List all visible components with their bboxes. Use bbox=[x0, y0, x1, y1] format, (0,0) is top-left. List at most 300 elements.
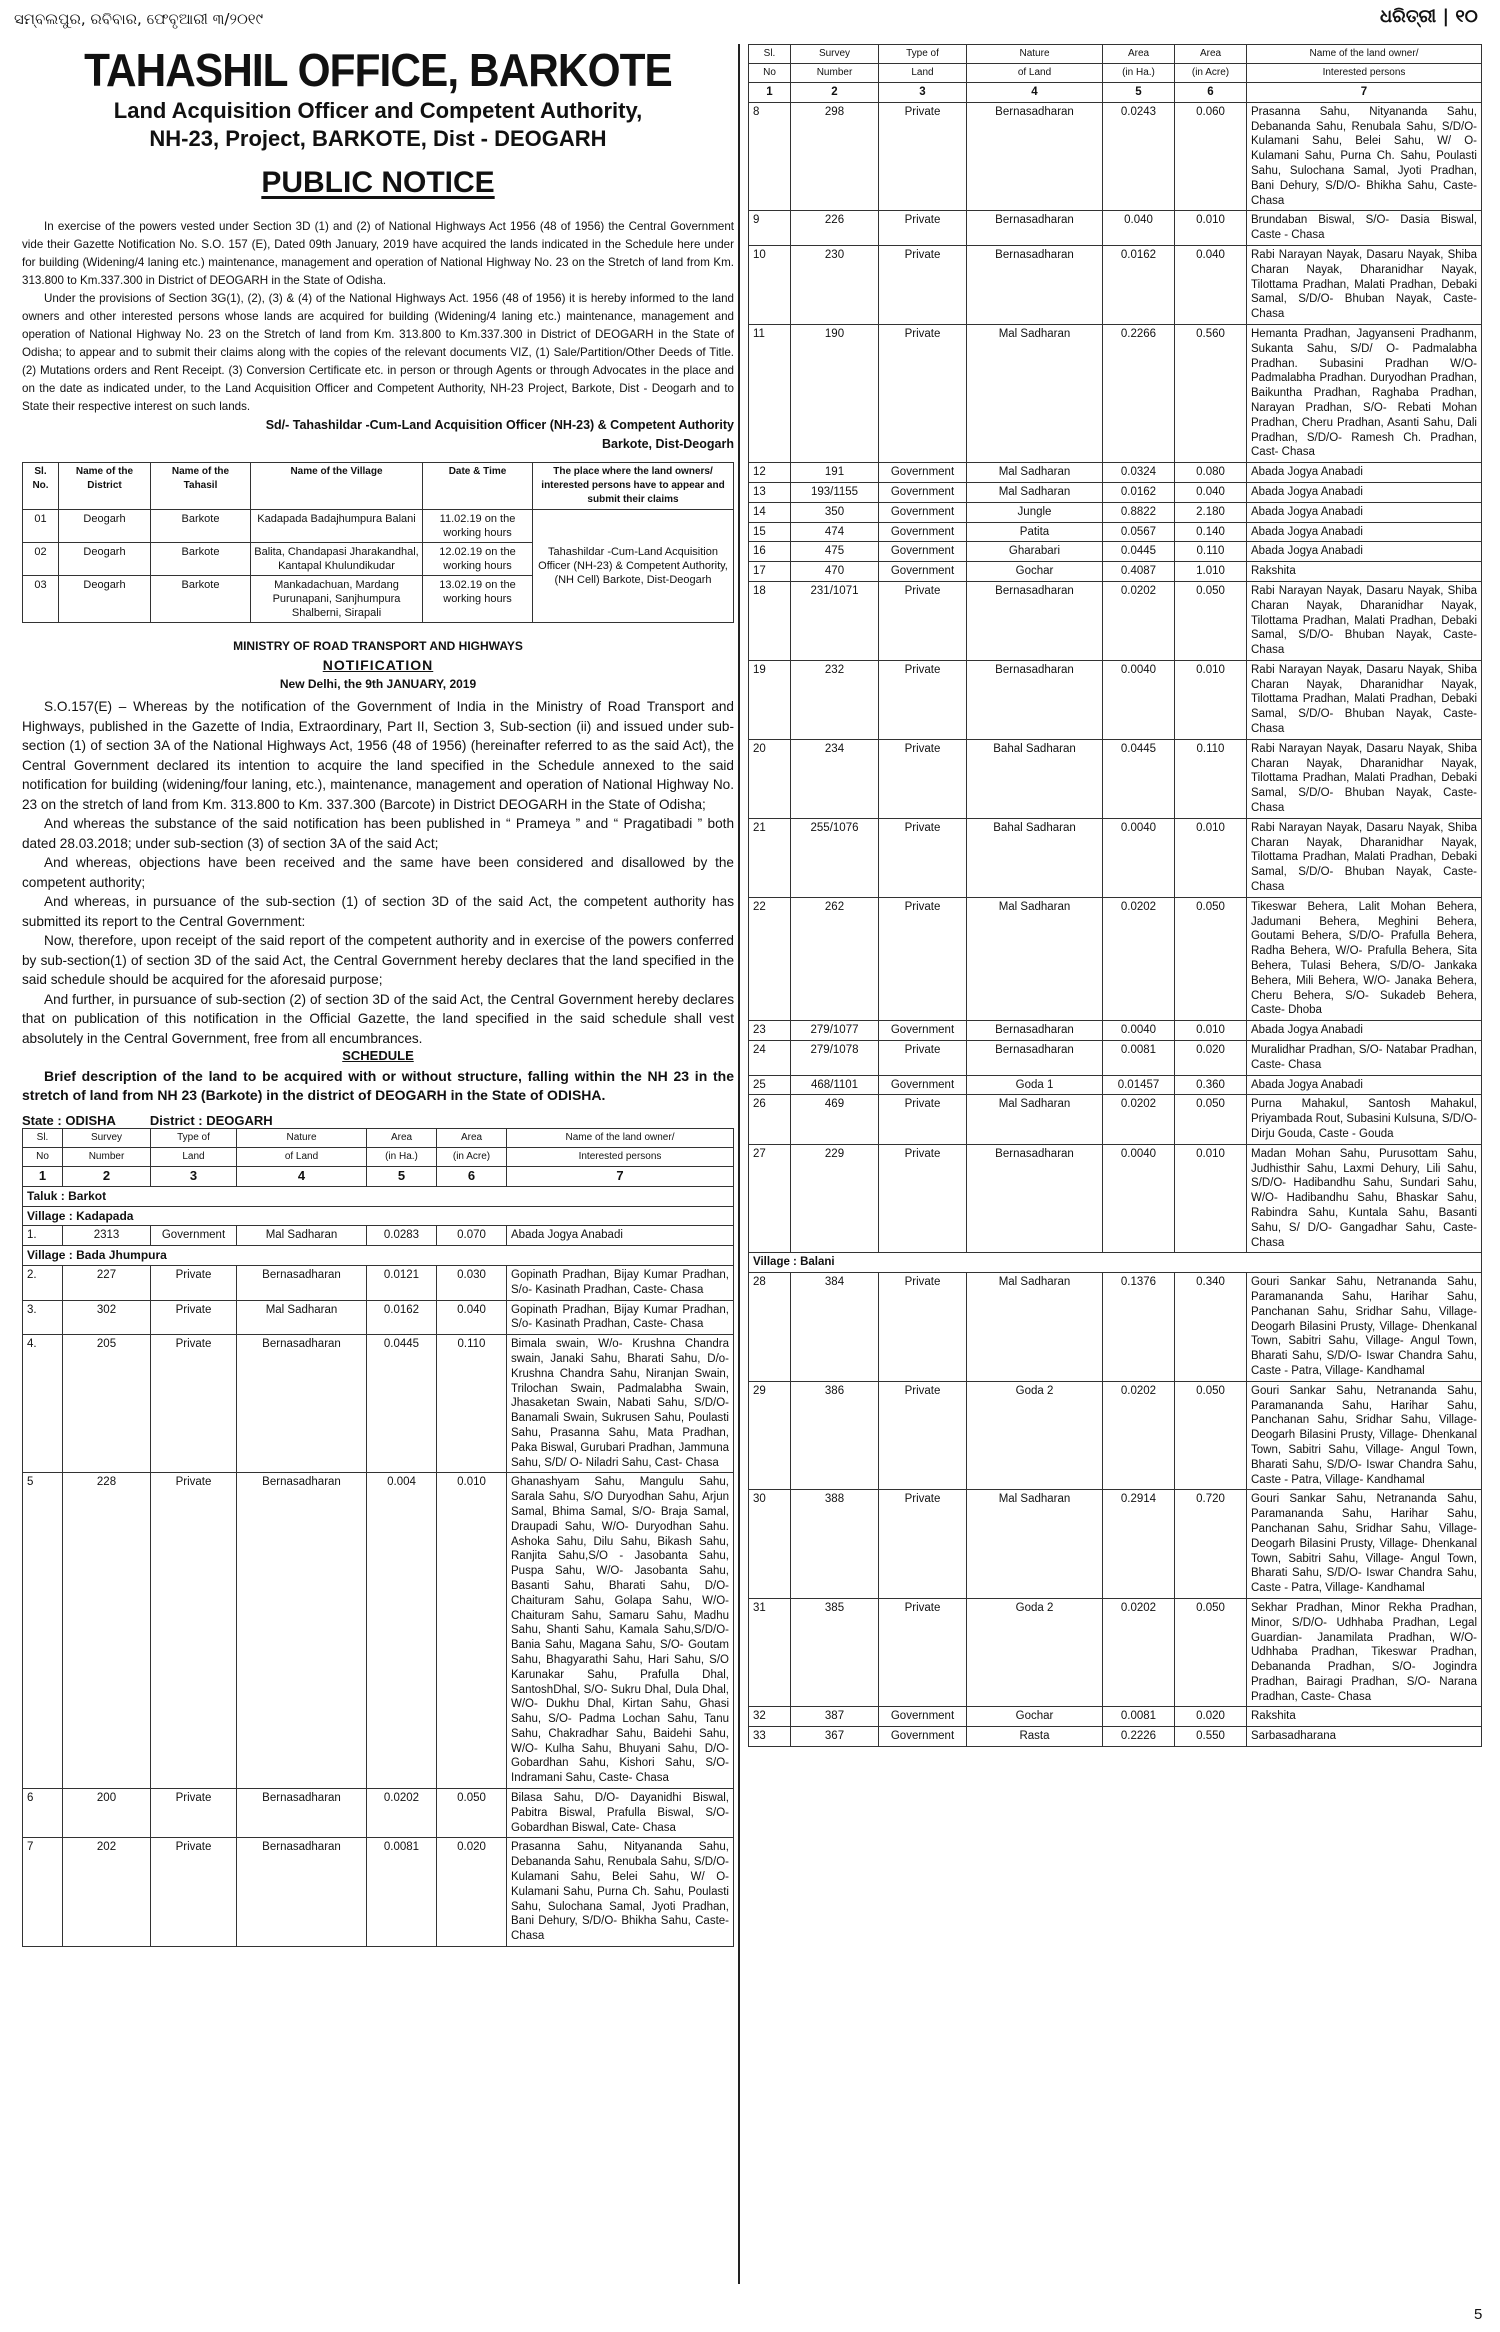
venue-tahasil-cell: Barkote bbox=[151, 510, 251, 543]
row-survey-cell: 469 bbox=[791, 1095, 879, 1144]
row-ha-cell: 0.0202 bbox=[1103, 897, 1175, 1020]
row-type-cell: Private bbox=[879, 1095, 967, 1144]
schedule-header-cell: (in Acre) bbox=[1175, 64, 1247, 83]
venue-date-cell: 12.02.19 on the working hours bbox=[423, 543, 533, 576]
row-acre-cell: 0.340 bbox=[1175, 1273, 1247, 1382]
schedule-description: Brief description of the land to be acquired with or without structure, falling within the NH 23 in the stretch of land from NH 23 (Barkote) in the district of DEOGARH in the State of ODISHA. bbox=[22, 1068, 734, 1103]
venue-header-cell: Sl. No. bbox=[23, 463, 59, 510]
row-type-cell: Government bbox=[879, 502, 967, 522]
row-type-cell: Private bbox=[879, 324, 967, 462]
row-owner-cell: Madan Mohan Sahu, Purusottam Sahu, Judhisthir Sahu, Laxmi Dehury, Lili Sahu, S/D/O- Hadibandhu Sahu, Sundari Sahu, W/O- Hadibandhu Sahu, Bhaskar Sahu, Rabindra Sahu, Kuntala Sahu, Basanti Sahu, S/ D/O- Gangadhar Sahu, Caste- Chasa bbox=[1247, 1144, 1482, 1253]
row-acre-cell: 0.050 bbox=[1175, 897, 1247, 1020]
row-ha-cell: 0.0040 bbox=[1103, 660, 1175, 739]
row-ha-cell: 0.0202 bbox=[1103, 1381, 1175, 1490]
row-type-cell: Private bbox=[879, 1041, 967, 1076]
notification-paragraph-6: And further, in pursuance of sub-section (2) of section 3D of the said Act, the Central Government hereby declares that on publication of this notification in the Official Gazette, the land specified in the said schedule shall vest absolutely in the Central Government, free from all encumbrances. bbox=[22, 991, 734, 1046]
row-survey-cell: 387 bbox=[791, 1707, 879, 1727]
row-nature-cell: Mal Sadharan bbox=[237, 1300, 367, 1335]
schedule-column-number: 2 bbox=[791, 83, 879, 103]
row-type-cell: Private bbox=[151, 1300, 237, 1335]
schedule-header-cell: Area bbox=[367, 1129, 437, 1148]
row-sl-cell: 1. bbox=[23, 1226, 63, 1246]
row-sl-cell: 14 bbox=[749, 502, 791, 522]
row-ha-cell: 0.0202 bbox=[1103, 1095, 1175, 1144]
schedule-column-number: 5 bbox=[367, 1167, 437, 1187]
notice-subtitle-1: Land Acquisition Officer and Competent Authority, bbox=[113, 98, 643, 123]
table-row bbox=[749, 818, 1482, 897]
row-sl-cell: 25 bbox=[749, 1075, 791, 1095]
right-column bbox=[748, 44, 1482, 1747]
schedule-header-cell: Number bbox=[63, 1148, 151, 1167]
table-row bbox=[23, 1838, 734, 1947]
row-type-cell: Private bbox=[879, 1273, 967, 1382]
row-survey-cell: 279/1078 bbox=[791, 1041, 879, 1076]
row-survey-cell: 386 bbox=[791, 1381, 879, 1490]
table-row bbox=[23, 1335, 734, 1473]
row-acre-cell: 0.550 bbox=[1175, 1727, 1247, 1747]
schedule-header-cell: Area bbox=[1103, 45, 1175, 64]
schedule-header-cell: Nature bbox=[237, 1129, 367, 1148]
schedule-header-cell: Type of bbox=[879, 45, 967, 64]
row-type-cell: Government bbox=[879, 522, 967, 542]
row-type-cell: Government bbox=[879, 482, 967, 502]
row-ha-cell: 0.040 bbox=[1103, 211, 1175, 246]
schedule-header-cell: Name of the land owner/ bbox=[1247, 45, 1482, 64]
row-acre-cell: 0.720 bbox=[1175, 1490, 1247, 1599]
notice-paragraph-2: Under the provisions of Section 3G(1), (2), (3) & (4) of the National Highways Act. 1956 (48 of 1956) it is hereby informed to the land owners and other interested persons whose lands are acquired for building (Widening/4 laning etc.) maintenance, management and operation of National Highway No. 23 on the Stretch of land from Km. 313.800 to Km.337.300 in District of DEOGARH in the State of Odisha; to appear and to submit their claims along with the copies of the relevant documents VIZ, (1) Sale/Partition/Other Deeds of Title. (2) Mutations orders and Rent Receipt. (3) Conversion Certificate etc. in person or through Agents or through Advocates in the place and on the date as indicated under, to the Land Acquisition Officer and Competent Authority, NH-23 Project, Barkote, Dist - Deogarh and to State their respective interest on such lands. bbox=[22, 292, 734, 413]
notification-date: New Delhi, the 9th JANUARY, 2019 bbox=[279, 677, 477, 691]
row-ha-cell: 0.0202 bbox=[1103, 1598, 1175, 1707]
row-ha-cell: 0.0202 bbox=[367, 1789, 437, 1838]
schedule-column-number: 1 bbox=[23, 1167, 63, 1187]
row-acre-cell: 0.050 bbox=[437, 1789, 507, 1838]
row-sl-cell: 23 bbox=[749, 1021, 791, 1041]
venue-header-cell: Name of the Village bbox=[251, 463, 423, 510]
row-ha-cell: 0.0445 bbox=[367, 1335, 437, 1473]
row-survey-cell: 202 bbox=[63, 1838, 151, 1947]
row-acre-cell: 0.020 bbox=[1175, 1041, 1247, 1076]
row-sl-cell: 28 bbox=[749, 1273, 791, 1382]
taluk-row bbox=[23, 1186, 734, 1206]
row-nature-cell: Mal Sadharan bbox=[967, 1490, 1103, 1599]
row-ha-cell: 0.01457 bbox=[1103, 1075, 1175, 1095]
district-label: District : DEOGARH bbox=[149, 1113, 273, 1128]
table-row bbox=[749, 660, 1482, 739]
schedule-header-cell: Area bbox=[437, 1129, 507, 1148]
row-owner-cell: Rabi Narayan Nayak, Dasaru Nayak, Shiba Charan Nayak, Dharanidhar Nayak, Tilottama Pradhan, Malati Pradhan, Debaki Samal, S/D/O- Bhuban Nayak, Caste- Chasa bbox=[1247, 581, 1482, 660]
row-sl-cell: 17 bbox=[749, 562, 791, 582]
row-nature-cell: Bahal Sadharan bbox=[967, 739, 1103, 818]
venue-sl-cell: 02 bbox=[23, 543, 59, 576]
schedule-header-cell: (in Acre) bbox=[437, 1148, 507, 1167]
schedule-header-cell: No bbox=[23, 1148, 63, 1167]
state-district-line bbox=[22, 1113, 734, 1128]
venue-sl-cell: 03 bbox=[23, 576, 59, 623]
row-acre-cell: 0.050 bbox=[1175, 1381, 1247, 1490]
schedule-header-cell: Interested persons bbox=[1247, 64, 1482, 83]
row-survey-cell: 298 bbox=[791, 102, 879, 211]
row-type-cell: Private bbox=[879, 660, 967, 739]
schedule-column-number: 5 bbox=[1103, 83, 1175, 103]
row-survey-cell: 190 bbox=[791, 324, 879, 462]
row-survey-cell: 205 bbox=[63, 1335, 151, 1473]
signature-line-1: Sd/- Tahashildar -Cum-Land Acquisition Officer (NH-23) & Competent Authority bbox=[265, 418, 734, 432]
table-row bbox=[749, 1598, 1482, 1707]
row-type-cell: Government bbox=[879, 1021, 967, 1041]
column-divider bbox=[738, 44, 740, 2284]
row-acre-cell: 0.050 bbox=[1175, 1598, 1247, 1707]
row-sl-cell: 8 bbox=[749, 102, 791, 211]
row-type-cell: Private bbox=[879, 211, 967, 246]
row-type-cell: Private bbox=[879, 581, 967, 660]
row-nature-cell: Bernasadharan bbox=[967, 581, 1103, 660]
row-ha-cell: 0.2266 bbox=[1103, 324, 1175, 462]
row-type-cell: Government bbox=[879, 562, 967, 582]
table-row bbox=[749, 739, 1482, 818]
table-row bbox=[749, 102, 1482, 211]
row-acre-cell: 0.040 bbox=[437, 1300, 507, 1335]
row-sl-cell: 6 bbox=[23, 1789, 63, 1838]
row-owner-cell: Rabi Narayan Nayak, Dasaru Nayak, Shiba Charan Nayak, Dharanidhar Nayak, Tilottama Pradhan, Malati Pradhan, Debaki Samal, S/D/O- Bhuban Nayak, Caste- Chasa bbox=[1247, 818, 1482, 897]
row-sl-cell: 30 bbox=[749, 1490, 791, 1599]
schedule-column-number: 3 bbox=[151, 1167, 237, 1187]
row-acre-cell: 0.050 bbox=[1175, 581, 1247, 660]
row-owner-cell: Gouri Sankar Sahu, Netrananda Sahu, Paramananda Sahu, Harihar Sahu, Panchanan Sahu, Sridhar Sahu, Village- Deogarh Bilasini Prusty, Village- Dhenkanal Town, Sabitri Sahu, Village- Angul Town, Bharati Sahu, S/D/O- Iswar Chandra Sahu, Caste - Patra, Village- Kandhamal bbox=[1247, 1273, 1482, 1382]
row-acre-cell: 0.110 bbox=[1175, 739, 1247, 818]
schedule-header-cell: Survey bbox=[63, 1129, 151, 1148]
venue-date-cell: 13.02.19 on the working hours bbox=[423, 576, 533, 623]
row-acre-cell: 0.080 bbox=[1175, 463, 1247, 483]
row-owner-cell: Rakshita bbox=[1247, 562, 1482, 582]
row-acre-cell: 0.560 bbox=[1175, 324, 1247, 462]
table-row bbox=[749, 1041, 1482, 1076]
row-acre-cell: 0.050 bbox=[1175, 1095, 1247, 1144]
schedule-column-numbers bbox=[749, 83, 1482, 103]
row-type-cell: Private bbox=[879, 739, 967, 818]
row-nature-cell: Mal Sadharan bbox=[967, 897, 1103, 1020]
schedule-column-number: 7 bbox=[507, 1167, 734, 1187]
venue-table-body bbox=[23, 510, 734, 623]
row-owner-cell: Abada Jogya Anabadi bbox=[1247, 502, 1482, 522]
schedule-header-cell: Type of bbox=[151, 1129, 237, 1148]
row-acre-cell: 0.110 bbox=[1175, 542, 1247, 562]
row-owner-cell: Gouri Sankar Sahu, Netrananda Sahu, Paramananda Sahu, Harihar Sahu, Panchanan Sahu, Sridhar Sahu, Village- Deogarh Bilasini Prusty, Village- Dhenkanal Town, Sabitri Sahu, Village- Angul Town, Bharati Sahu, S/D/O- Iswar Chandra Sahu, Caste - Patra, Village- Kandhamal bbox=[1247, 1381, 1482, 1490]
row-survey-cell: 475 bbox=[791, 542, 879, 562]
table-row bbox=[749, 1490, 1482, 1599]
row-acre-cell: 0.060 bbox=[1175, 102, 1247, 211]
row-acre-cell: 2.180 bbox=[1175, 502, 1247, 522]
row-type-cell: Private bbox=[879, 818, 967, 897]
row-sl-cell: 10 bbox=[749, 245, 791, 324]
row-nature-cell: Mal Sadharan bbox=[967, 482, 1103, 502]
schedule-heading: SCHEDULE bbox=[342, 1048, 414, 1063]
row-owner-cell: Bilasa Sahu, D/O- Dayanidhi Biswal, Pabitra Biswal, Prafulla Biswal, S/O- Gobardhan Biswal, Cate- Chasa bbox=[507, 1789, 734, 1838]
row-sl-cell: 15 bbox=[749, 522, 791, 542]
row-type-cell: Government bbox=[879, 463, 967, 483]
schedule-column-number: 6 bbox=[437, 1167, 507, 1187]
village-row bbox=[23, 1206, 734, 1226]
row-owner-cell: Bimala swain, W/o- Krushna Chandra swain, Janaki Sahu, Bharati Sahu, D/o- Krushna Chandra Sahu, Niranjan Swain, Trilochan Swain, Padmalabha Swain, Jhasaketan Swain, Nabati Sahu, S/D/O- Banamali Swain, Sukrusen Sahu, Poulasti Sahu, Prasanna Sahu, Mata Pradhan, Paka Biswal, Gurubari Pradhan, Jammuna Sahu, S/D/ O- Niladri Sahu, Cast- Chasa bbox=[507, 1335, 734, 1473]
row-owner-cell: Sarbasadharana bbox=[1247, 1727, 1482, 1747]
schedule-header-cell: No bbox=[749, 64, 791, 83]
row-nature-cell: Bernasadharan bbox=[967, 660, 1103, 739]
row-nature-cell: Mal Sadharan bbox=[237, 1226, 367, 1246]
venue-tahasil-cell: Barkote bbox=[151, 576, 251, 623]
row-nature-cell: Rasta bbox=[967, 1727, 1103, 1747]
row-type-cell: Private bbox=[879, 245, 967, 324]
row-owner-cell: Rabi Narayan Nayak, Dasaru Nayak, Shiba Charan Nayak, Dharanidhar Nayak, Tilottama Pradhan, Malati Pradhan, Debaki Samal, S/D/O- Bhuban Nayak, Caste- Chasa bbox=[1247, 660, 1482, 739]
public-notice-heading bbox=[22, 166, 734, 200]
row-owner-cell: Ghanashyam Sahu, Mangulu Sahu, Sarala Sahu, S/O Duryodhan Sahu, Arjun Samal, Bhima Samal, S/O- Braja Samal, Draupadi Sahu, W/O- Duryodhan Sahu. Ashoka Sahu, Dilu Sahu, Bikash Sahu, Ranjita Sahu,S/O - Jasobanta Sahu, Puspa Sahu, W/O- Jasobanta Sahu, Basanti Sahu, Bharati Sahu, D/O- Chaituram Sahu, Golapa Sahu, W/O- Chaituram Sahu, Samaru Sahu, Madhu Sahu, Shanti Sahu, Kamala Sahu,S/D/O- Bania Sahu, Magana Sahu, S/O- Goutam Sahu, Bhagyarathi Sahu, Hari Sahu, S/O Karunakar Sahu, Prafulla Dhal, SantoshDhal, S/O- Sukru Dhal, Dula Dhal, W/O- Dukhu Dhal, Kirtan Sahu, Ghasi Sahu, S/O- Padma Lochan Sahu, Tanu Sahu, Chakradhar Sahu, Baidehi Sahu, W/O- Kulha Sahu, Bhuyani Sahu, D/O- Gobardhan Sahu, Kishori Sahu, S/O- Indramani Sahu, Caste- Chasa bbox=[507, 1473, 734, 1789]
row-ha-cell: 0.0243 bbox=[1103, 102, 1175, 211]
notification-paragraph-3: And whereas, objections have been received and the same have been considered and disallowed by the competent authority; bbox=[22, 855, 734, 890]
row-owner-cell: Purna Mahakul, Santosh Mahakul, Priyambada Rout, Subasini Kulsuna, S/D/O- Dirju Gouda, Caste - Gouda bbox=[1247, 1095, 1482, 1144]
row-ha-cell: 0.2226 bbox=[1103, 1727, 1175, 1747]
row-survey-cell: 231/1071 bbox=[791, 581, 879, 660]
notice-subtitle-2: NH-23, Project, BARKOTE, Dist - DEOGARH bbox=[149, 126, 607, 151]
row-acre-cell: 0.010 bbox=[437, 1473, 507, 1789]
schedule-header-row bbox=[23, 1129, 734, 1148]
row-ha-cell: 0.0081 bbox=[1103, 1707, 1175, 1727]
row-acre-cell: 0.020 bbox=[437, 1838, 507, 1947]
table-row bbox=[749, 1021, 1482, 1041]
row-nature-cell: Bahal Sadharan bbox=[967, 818, 1103, 897]
row-type-cell: Private bbox=[151, 1838, 237, 1947]
venue-header-cell: Date & Time bbox=[423, 463, 533, 510]
row-type-cell: Government bbox=[879, 1727, 967, 1747]
row-nature-cell: Bernasadharan bbox=[967, 1041, 1103, 1076]
public-notice-heading-text: PUBLIC NOTICE bbox=[261, 166, 495, 199]
schedule-header-row bbox=[749, 45, 1482, 64]
row-survey-cell: 279/1077 bbox=[791, 1021, 879, 1041]
row-sl-cell: 4. bbox=[23, 1335, 63, 1473]
row-ha-cell: 0.0162 bbox=[1103, 482, 1175, 502]
table-row bbox=[23, 1226, 734, 1246]
row-survey-cell: 470 bbox=[791, 562, 879, 582]
table-row bbox=[749, 522, 1482, 542]
row-sl-cell: 16 bbox=[749, 542, 791, 562]
row-owner-cell: Prasanna Sahu, Nityananda Sahu, Debananda Sahu, Renubala Sahu, S/D/O- Kulamani Sahu, Belei Sahu, W/ O- Kulamani Sahu, Purna Ch. Sahu, Poulasti Sahu, Sulochana Samal, Jyoti Pradhan, Bani Dehury, S/D/O- Bhikha Sahu, Caste- Chasa bbox=[507, 1838, 734, 1947]
schedule-column-number: 2 bbox=[63, 1167, 151, 1187]
row-sl-cell: 12 bbox=[749, 463, 791, 483]
venue-header-cell: Name of the District bbox=[59, 463, 151, 510]
row-type-cell: Government bbox=[879, 542, 967, 562]
table-row bbox=[749, 897, 1482, 1020]
row-owner-cell: Rakshita bbox=[1247, 1707, 1482, 1727]
row-nature-cell: Bernasadharan bbox=[967, 102, 1103, 211]
row-nature-cell: Mal Sadharan bbox=[967, 463, 1103, 483]
schedule-header-cell: Land bbox=[879, 64, 967, 83]
page-number: 5 bbox=[1474, 2306, 1483, 2323]
row-nature-cell: Mal Sadharan bbox=[967, 1273, 1103, 1382]
row-owner-cell: Abada Jogya Anabadi bbox=[1247, 1075, 1482, 1095]
row-nature-cell: Gochar bbox=[967, 1707, 1103, 1727]
table-row bbox=[749, 562, 1482, 582]
row-acre-cell: 0.010 bbox=[1175, 818, 1247, 897]
village-row-label: Village : Kadapada bbox=[23, 1206, 734, 1226]
table-row bbox=[749, 1707, 1482, 1727]
signature-line-2: Barkote, Dist-Deogarh bbox=[602, 437, 734, 451]
row-sl-cell: 9 bbox=[749, 211, 791, 246]
row-nature-cell: Goda 2 bbox=[967, 1381, 1103, 1490]
row-ha-cell: 0.0081 bbox=[1103, 1041, 1175, 1076]
row-survey-cell: 232 bbox=[791, 660, 879, 739]
village-row bbox=[749, 1253, 1482, 1273]
row-nature-cell: Bernasadharan bbox=[237, 1265, 367, 1300]
row-type-cell: Private bbox=[151, 1473, 237, 1789]
row-sl-cell: 2. bbox=[23, 1265, 63, 1300]
venue-header-cell: The place where the land owners/ interested persons have to appear and submit their claims bbox=[533, 463, 734, 510]
row-acre-cell: 0.010 bbox=[1175, 211, 1247, 246]
row-owner-cell: Prasanna Sahu, Nityananda Sahu, Debananda Sahu, Renubala Sahu, S/D/O- Kulamani Sahu, Belei Sahu, W/ O- Kulamani Sahu, Purna Ch. Sahu, Poulasti Sahu, Sulochana Samal, Jyoti Pradhan, Bani Dehury, S/D/O- Bhikha Sahu, Caste- Chasa bbox=[1247, 102, 1482, 211]
table-row bbox=[749, 463, 1482, 483]
table-row bbox=[749, 1381, 1482, 1490]
venue-district-cell: Deogarh bbox=[59, 576, 151, 623]
row-owner-cell: Abada Jogya Anabadi bbox=[1247, 463, 1482, 483]
row-nature-cell: Bernasadharan bbox=[967, 245, 1103, 324]
schedule-column-number: 6 bbox=[1175, 83, 1247, 103]
notification-paragraph-2: And whereas the substance of the said notification has been published in “ Prameya ” and “ Pragatibadi ” both dated 28.03.2018; under sub-section (3) of section 3A of the said Act; bbox=[22, 816, 734, 851]
row-type-cell: Private bbox=[879, 897, 967, 1020]
row-survey-cell: 191 bbox=[791, 463, 879, 483]
row-survey-cell: 350 bbox=[791, 502, 879, 522]
schedule-column-number: 4 bbox=[967, 83, 1103, 103]
table-row bbox=[23, 1473, 734, 1789]
row-acre-cell: 1.010 bbox=[1175, 562, 1247, 582]
schedule-header-cell: Land bbox=[151, 1148, 237, 1167]
row-owner-cell: Abada Jogya Anabadi bbox=[507, 1226, 734, 1246]
row-owner-cell: Brundaban Biswal, S/O- Dasia Biswal, Caste - Chasa bbox=[1247, 211, 1482, 246]
row-ha-cell: 0.4087 bbox=[1103, 562, 1175, 582]
row-nature-cell: Bernasadharan bbox=[967, 1144, 1103, 1253]
row-acre-cell: 0.110 bbox=[437, 1335, 507, 1473]
row-ha-cell: 0.0040 bbox=[1103, 1144, 1175, 1253]
row-type-cell: Private bbox=[879, 1490, 967, 1599]
table-row bbox=[749, 482, 1482, 502]
row-sl-cell: 31 bbox=[749, 1598, 791, 1707]
schedule-header-cell: Sl. bbox=[749, 45, 791, 64]
row-survey-cell: 226 bbox=[791, 211, 879, 246]
venue-row bbox=[23, 510, 734, 543]
row-ha-cell: 0.0324 bbox=[1103, 463, 1175, 483]
row-acre-cell: 0.010 bbox=[1175, 660, 1247, 739]
row-owner-cell: Tikeswar Behera, Lalit Mohan Behera, Jadumani Behera, Meghini Behera, Goutami Behera, S/D/O- Prafulla Behera, Radha Behera, W/O- Prafulla Behera, Sita Behera, Tulasi Behera, S/D/O- Jankaka Behera, Mili Behera, W/O- Janaka Behera, Cheru Behera, S/O- Sukadeb Behera, Caste- Dhoba bbox=[1247, 897, 1482, 1020]
schedule-header-cell: Interested persons bbox=[507, 1148, 734, 1167]
village-row-label: Village : Balani bbox=[749, 1253, 1482, 1273]
ministry-heading: MINISTRY OF ROAD TRANSPORT AND HIGHWAYS bbox=[233, 639, 523, 653]
venue-village-cell: Balita, Chandapasi Jharakandhal, Kantapal Khulundikudar bbox=[251, 543, 423, 576]
venue-district-cell: Deogarh bbox=[59, 510, 151, 543]
row-nature-cell: Goda 1 bbox=[967, 1075, 1103, 1095]
schedule-column-number: 7 bbox=[1247, 83, 1482, 103]
schedule-column-numbers bbox=[23, 1167, 734, 1187]
row-survey-cell: 2313 bbox=[63, 1226, 151, 1246]
schedule-column-number: 4 bbox=[237, 1167, 367, 1187]
table-row bbox=[749, 245, 1482, 324]
village-row-label: Village : Bada Jhumpura bbox=[23, 1246, 734, 1266]
row-sl-cell: 26 bbox=[749, 1095, 791, 1144]
row-ha-cell: 0.1376 bbox=[1103, 1273, 1175, 1382]
row-type-cell: Government bbox=[879, 1075, 967, 1095]
row-survey-cell: 302 bbox=[63, 1300, 151, 1335]
schedule-column-number: 1 bbox=[749, 83, 791, 103]
row-owner-cell: Abada Jogya Anabadi bbox=[1247, 542, 1482, 562]
row-sl-cell: 29 bbox=[749, 1381, 791, 1490]
schedule-header-cell: (in Ha.) bbox=[1103, 64, 1175, 83]
left-schedule-table bbox=[22, 1128, 734, 1947]
row-sl-cell: 19 bbox=[749, 660, 791, 739]
table-row bbox=[23, 1300, 734, 1335]
notification-paragraph-1: S.O.157(E) – Whereas by the notification of the Government of India in the Ministry of Road Transport and Highways, published in the Gazette of India, Extraordinary, Part II, Section 3, Sub-section (ii) and issued under sub-section (1) of section 3A of the National Highways Act, 1956 (48 of 1956) (hereinafter referred to as the said Act), the Central Government declared its intention to acquire the land specified in the Schedule annexed to the said notification for building (widening/four laning, etc.), maintenance, management and operation of National Highway No. 23 on the stretch of land from Km. 313.800 to Km. 337.300 (Barcote) in District DEOGARH in the State of Odisha; bbox=[22, 699, 734, 812]
notice-paragraph-1: In exercise of the powers vested under Section 3D (1) and (2) of National Highways Act 1956 (48 of 1956) the Central Government vide their Gazette Notification No. S.O. 157 (E), Dated 09th January, 2019 have acquired the lands indicated in the Schedule here under for building (Widening/4 laning etc.) maintenance, management and operation of National Highway No. 23 on the Stretch of land from Km. 313.800 to Km.337.300 in District of DEOGARH in the State of Odisha. bbox=[22, 220, 734, 287]
row-survey-cell: 227 bbox=[63, 1265, 151, 1300]
row-survey-cell: 367 bbox=[791, 1727, 879, 1747]
row-acre-cell: 0.140 bbox=[1175, 522, 1247, 542]
row-ha-cell: 0.0567 bbox=[1103, 522, 1175, 542]
schedule-header-cell: Survey bbox=[791, 45, 879, 64]
row-owner-cell: Abada Jogya Anabadi bbox=[1247, 522, 1482, 542]
row-nature-cell: Mal Sadharan bbox=[967, 1095, 1103, 1144]
row-nature-cell: Bernasadharan bbox=[237, 1335, 367, 1473]
row-survey-cell: 384 bbox=[791, 1273, 879, 1382]
row-acre-cell: 0.070 bbox=[437, 1226, 507, 1246]
row-owner-cell: Gopinath Pradhan, Bijay Kumar Pradhan, S/o- Kasinath Pradhan, Caste- Chasa bbox=[507, 1300, 734, 1335]
row-survey-cell: 200 bbox=[63, 1789, 151, 1838]
venue-table-header bbox=[23, 463, 734, 510]
row-acre-cell: 0.360 bbox=[1175, 1075, 1247, 1095]
schedule-header-row bbox=[749, 64, 1482, 83]
row-type-cell: Private bbox=[879, 1144, 967, 1253]
row-type-cell: Private bbox=[879, 102, 967, 211]
row-nature-cell: Gochar bbox=[967, 562, 1103, 582]
row-sl-cell: 27 bbox=[749, 1144, 791, 1253]
row-ha-cell: 0.0162 bbox=[1103, 245, 1175, 324]
row-ha-cell: 0.0283 bbox=[367, 1226, 437, 1246]
notification-heading: NOTIFICATION bbox=[322, 657, 434, 673]
row-type-cell: Private bbox=[151, 1789, 237, 1838]
row-ha-cell: 0.0040 bbox=[1103, 818, 1175, 897]
venue-date-cell: 11.02.19 on the working hours bbox=[423, 510, 533, 543]
row-nature-cell: Bernasadharan bbox=[967, 211, 1103, 246]
table-row bbox=[749, 1095, 1482, 1144]
row-ha-cell: 0.0202 bbox=[1103, 581, 1175, 660]
schedule-header-cell: of Land bbox=[237, 1148, 367, 1167]
row-owner-cell: Abada Jogya Anabadi bbox=[1247, 1021, 1482, 1041]
hearing-venue-table bbox=[22, 462, 734, 623]
venue-header-cell: Name of the Tahasil bbox=[151, 463, 251, 510]
row-survey-cell: 230 bbox=[791, 245, 879, 324]
row-type-cell: Government bbox=[151, 1226, 237, 1246]
row-acre-cell: 0.010 bbox=[1175, 1144, 1247, 1253]
row-nature-cell: Goda 2 bbox=[967, 1598, 1103, 1707]
schedule-header-cell: Area bbox=[1175, 45, 1247, 64]
row-nature-cell: Bernasadharan bbox=[237, 1838, 367, 1947]
table-row bbox=[749, 324, 1482, 462]
masthead-page: ଧରିତ୍ରୀ | ୧୦ bbox=[1380, 6, 1478, 27]
row-sl-cell: 21 bbox=[749, 818, 791, 897]
table-row bbox=[749, 1144, 1482, 1253]
row-survey-cell: 228 bbox=[63, 1473, 151, 1789]
table-row bbox=[749, 1727, 1482, 1747]
row-ha-cell: 0.8822 bbox=[1103, 502, 1175, 522]
row-sl-cell: 11 bbox=[749, 324, 791, 462]
row-survey-cell: 388 bbox=[791, 1490, 879, 1599]
row-sl-cell: 22 bbox=[749, 897, 791, 1020]
row-nature-cell: Patita bbox=[967, 522, 1103, 542]
row-acre-cell: 0.020 bbox=[1175, 1707, 1247, 1727]
table-row bbox=[23, 1265, 734, 1300]
schedule-header-cell: Number bbox=[791, 64, 879, 83]
